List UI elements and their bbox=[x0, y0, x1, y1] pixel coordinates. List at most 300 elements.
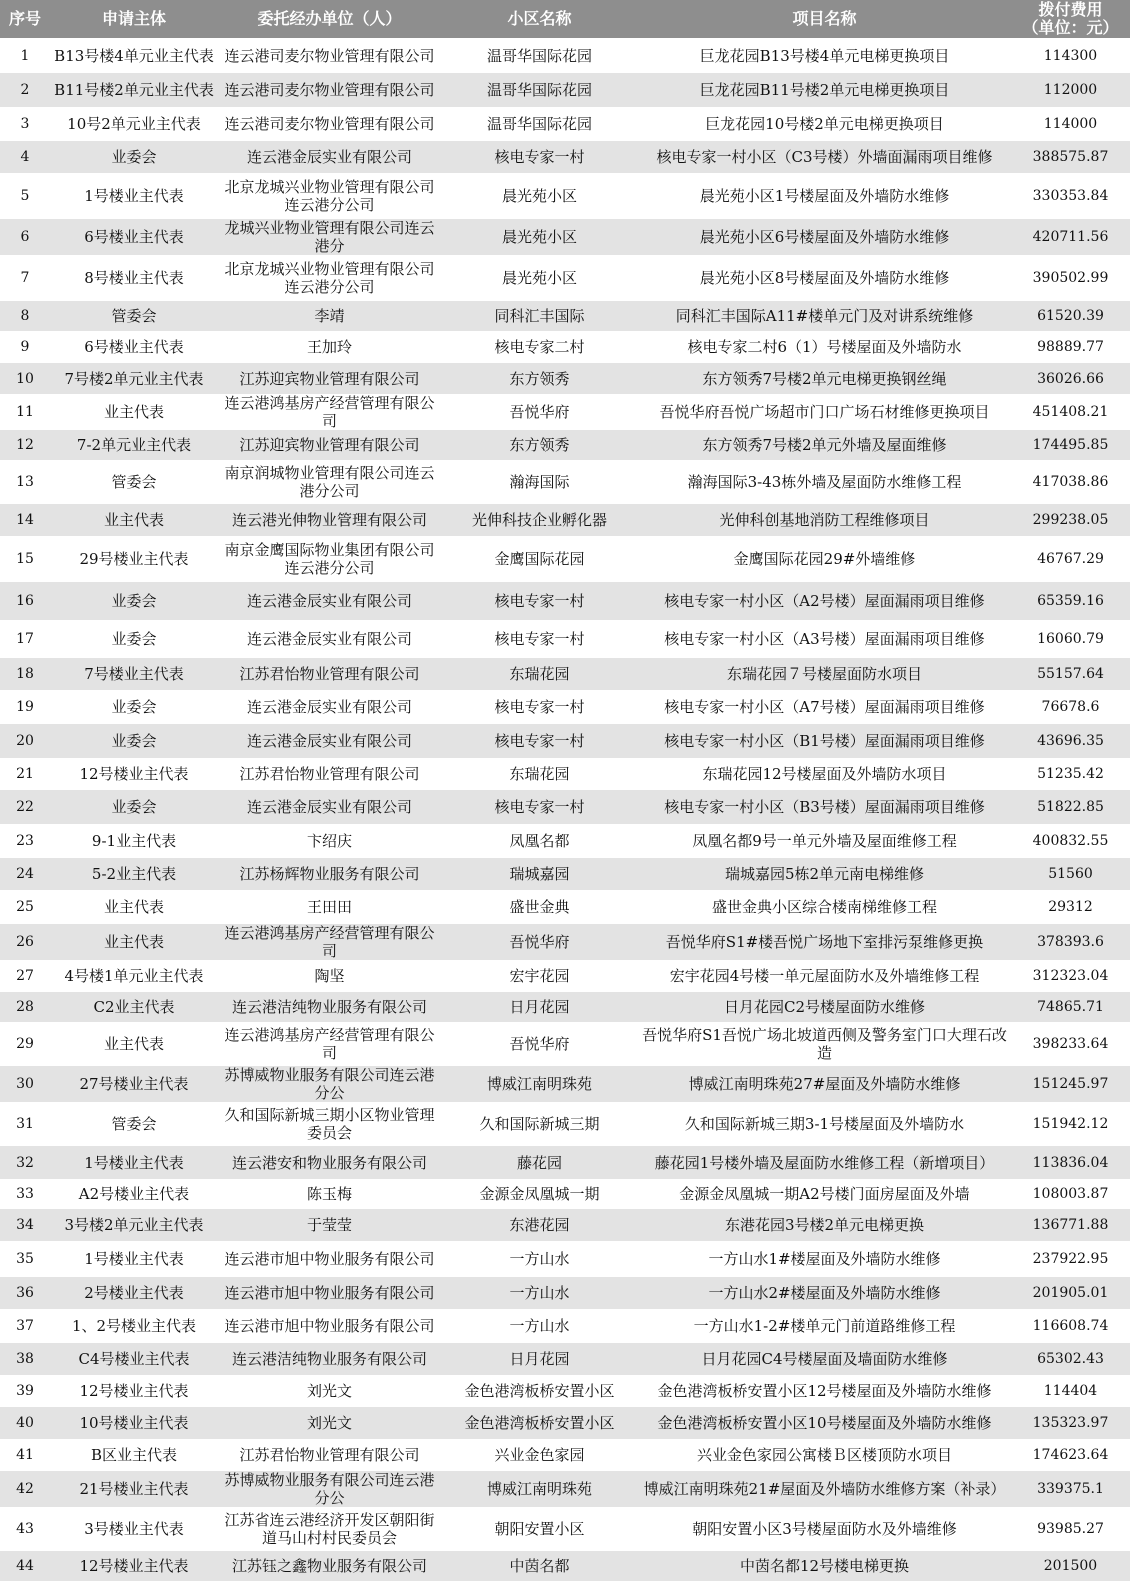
cell-agent: 连云港光伸物业管理有限公司 bbox=[218, 504, 441, 536]
cell-applicant: 管委会 bbox=[50, 301, 218, 331]
cell-project: 巨龙花园B11号楼2单元电梯更换项目 bbox=[638, 73, 1011, 107]
cell-project: 朝阳安置小区3号楼屋面防水及外墙维修 bbox=[638, 1507, 1011, 1551]
cell-applicant: 21号楼业主代表 bbox=[50, 1471, 218, 1507]
cell-seq: 24 bbox=[0, 858, 50, 890]
cell-agent: 连云港司麦尔物业管理有限公司 bbox=[218, 73, 441, 107]
cell-fee: 114404 bbox=[1011, 1375, 1130, 1407]
table-row bbox=[0, 1277, 1130, 1309]
cell-agent: 王加玲 bbox=[218, 331, 441, 363]
cell-fee: 46767.29 bbox=[1011, 536, 1130, 582]
cell-agent: 江苏迎宾物业管理有限公司 bbox=[218, 363, 441, 394]
cell-applicant: 12号楼业主代表 bbox=[50, 758, 218, 790]
cell-project: 东方领秀7号楼2单元外墙及屋面维修 bbox=[638, 430, 1011, 460]
cell-project: 瑞城嘉园5栋2单元南电梯维修 bbox=[638, 858, 1011, 890]
cell-project: 久和国际新城三期3-1号楼屋面及外墙防水 bbox=[638, 1102, 1011, 1146]
cell-applicant: B区业主代表 bbox=[50, 1439, 218, 1471]
cell-community: 东港花园 bbox=[441, 1209, 638, 1241]
cell-agent: 陈玉梅 bbox=[218, 1179, 441, 1209]
cell-community: 兴业金色家园 bbox=[441, 1439, 638, 1471]
header-row bbox=[0, 0, 1130, 38]
header-seq: 序号 bbox=[0, 0, 50, 38]
cell-project: 博威江南明珠苑21#屋面及外墙防水维修方案（补录） bbox=[638, 1471, 1011, 1507]
cell-seq: 38 bbox=[0, 1343, 50, 1375]
cell-seq: 21 bbox=[0, 758, 50, 790]
table-row bbox=[0, 790, 1130, 824]
cell-fee: 112000 bbox=[1011, 73, 1130, 107]
cell-fee: 388575.87 bbox=[1011, 141, 1130, 173]
table-row bbox=[0, 620, 1130, 658]
cell-agent: 刘光文 bbox=[218, 1375, 441, 1407]
cell-seq: 15 bbox=[0, 536, 50, 582]
cell-community: 金源金凤凰城一期 bbox=[441, 1179, 638, 1209]
table-row bbox=[0, 992, 1130, 1022]
cell-community: 温哥华国际花园 bbox=[441, 73, 638, 107]
cell-seq: 18 bbox=[0, 658, 50, 690]
cell-applicant: 业委会 bbox=[50, 582, 218, 620]
cell-community: 核电专家一村 bbox=[441, 690, 638, 724]
cell-fee: 16060.79 bbox=[1011, 620, 1130, 658]
cell-agent: 王田田 bbox=[218, 890, 441, 924]
cell-fee: 74865.71 bbox=[1011, 992, 1130, 1022]
table-row bbox=[0, 1066, 1130, 1102]
cell-seq: 16 bbox=[0, 582, 50, 620]
cell-applicant: C2业主代表 bbox=[50, 992, 218, 1022]
table-row bbox=[0, 430, 1130, 460]
cell-agent: 连云港鸿基房产经营管理有限公司 bbox=[218, 394, 441, 430]
table-row bbox=[0, 536, 1130, 582]
cell-applicant: 业委会 bbox=[50, 724, 218, 758]
cell-applicant: 业委会 bbox=[50, 141, 218, 173]
table-row bbox=[0, 394, 1130, 430]
cell-project: 金色港湾板桥安置小区12号楼屋面及外墙防水维修 bbox=[638, 1375, 1011, 1407]
cell-applicant: 业委会 bbox=[50, 620, 218, 658]
cell-project: 晨光苑小区1号楼屋面及外墙防水维修 bbox=[638, 173, 1011, 219]
cell-applicant: 10号楼业主代表 bbox=[50, 1407, 218, 1439]
cell-applicant: B11号楼2单元业主代表 bbox=[50, 73, 218, 107]
cell-fee: 330353.84 bbox=[1011, 173, 1130, 219]
table-row bbox=[0, 73, 1130, 107]
cell-agent: 卞绍庆 bbox=[218, 824, 441, 858]
cell-applicant: 业主代表 bbox=[50, 924, 218, 960]
table-row bbox=[0, 824, 1130, 858]
cell-agent: 连云港洁纯物业服务有限公司 bbox=[218, 1343, 441, 1375]
cell-applicant: 业主代表 bbox=[50, 394, 218, 430]
table-row bbox=[0, 219, 1130, 255]
cell-fee: 76678.6 bbox=[1011, 690, 1130, 724]
header-community: 小区名称 bbox=[441, 0, 638, 38]
table-row bbox=[0, 141, 1130, 173]
cell-community: 宏宇花园 bbox=[441, 960, 638, 992]
cell-community: 东方领秀 bbox=[441, 363, 638, 394]
table-row bbox=[0, 363, 1130, 394]
cell-community: 一方山水 bbox=[441, 1241, 638, 1277]
cell-project: 藤花园1号楼外墙及屋面防水维修工程（新增项目） bbox=[638, 1146, 1011, 1179]
cell-project: 宏宇花园4号楼一单元屋面防水及外墙维修工程 bbox=[638, 960, 1011, 992]
cell-project: 吾悦华府S1#楼吾悦广场地下室排污泵维修更换 bbox=[638, 924, 1011, 960]
cell-agent: 连云港司麦尔物业管理有限公司 bbox=[218, 38, 441, 73]
cell-project: 晨光苑小区8号楼屋面及外墙防水维修 bbox=[638, 255, 1011, 301]
table-row bbox=[0, 107, 1130, 141]
cell-agent: 连云港市旭中物业服务有限公司 bbox=[218, 1309, 441, 1343]
cell-project: 核电专家一村小区（B3号楼）屋面漏雨项目维修 bbox=[638, 790, 1011, 824]
cell-project: 兴业金色家园公寓楼Ｂ区楼顶防水项目 bbox=[638, 1439, 1011, 1471]
cell-project: 博威江南明珠苑27#屋面及外墙防水维修 bbox=[638, 1066, 1011, 1102]
cell-project: 东瑞花园12号楼屋面及外墙防水项目 bbox=[638, 758, 1011, 790]
cell-community: 博威江南明珠苑 bbox=[441, 1471, 638, 1507]
cell-seq: 1 bbox=[0, 38, 50, 73]
cell-project: 巨龙花园10号楼2单元电梯更换项目 bbox=[638, 107, 1011, 141]
cell-seq: 33 bbox=[0, 1179, 50, 1209]
cell-fee: 36026.66 bbox=[1011, 363, 1130, 394]
table-row bbox=[0, 1309, 1130, 1343]
cell-seq: 35 bbox=[0, 1241, 50, 1277]
header-fee-line1: 拨付费用 bbox=[1038, 0, 1103, 19]
cell-community: 日月花园 bbox=[441, 992, 638, 1022]
cell-project: 核电专家一村小区（C3号楼）外墙面漏雨项目维修 bbox=[638, 141, 1011, 173]
cell-agent: 李靖 bbox=[218, 301, 441, 331]
cell-agent: 龙城兴业物业管理有限公司连云港分 bbox=[218, 219, 441, 255]
table-row bbox=[0, 255, 1130, 301]
cell-fee: 420711.56 bbox=[1011, 219, 1130, 255]
cell-project: 东港花园3号楼2单元电梯更换 bbox=[638, 1209, 1011, 1241]
cell-fee: 108003.87 bbox=[1011, 1179, 1130, 1209]
cell-applicant: 1号楼业主代表 bbox=[50, 1146, 218, 1179]
cell-applicant: 1号楼业主代表 bbox=[50, 173, 218, 219]
cell-seq: 9 bbox=[0, 331, 50, 363]
table-row bbox=[0, 858, 1130, 890]
cell-applicant: 7-2单元业主代表 bbox=[50, 430, 218, 460]
cell-seq: 5 bbox=[0, 173, 50, 219]
header-fee-line2: （单位：元） bbox=[1022, 18, 1119, 37]
cell-seq: 10 bbox=[0, 363, 50, 394]
cell-project: 盛世金典小区综合楼南梯维修工程 bbox=[638, 890, 1011, 924]
cell-seq: 7 bbox=[0, 255, 50, 301]
cell-fee: 400832.55 bbox=[1011, 824, 1130, 858]
cell-seq: 39 bbox=[0, 1375, 50, 1407]
table-row bbox=[0, 1551, 1130, 1581]
cell-agent: 苏博威物业服务有限公司连云港分公 bbox=[218, 1066, 441, 1102]
table-row bbox=[0, 1507, 1130, 1551]
cell-community: 核电专家二村 bbox=[441, 331, 638, 363]
cell-agent: 江苏省连云港经济开发区朝阳街道马山村村民委员会 bbox=[218, 1507, 441, 1551]
cell-applicant: 3号楼2单元业主代表 bbox=[50, 1209, 218, 1241]
cell-agent: 连云港金辰实业有限公司 bbox=[218, 690, 441, 724]
cell-seq: 2 bbox=[0, 73, 50, 107]
cell-fee: 116608.74 bbox=[1011, 1309, 1130, 1343]
cell-fee: 237922.95 bbox=[1011, 1241, 1130, 1277]
cell-seq: 42 bbox=[0, 1471, 50, 1507]
table-row bbox=[0, 38, 1130, 73]
cell-community: 中茵名都 bbox=[441, 1551, 638, 1581]
cell-seq: 4 bbox=[0, 141, 50, 173]
cell-seq: 43 bbox=[0, 1507, 50, 1551]
cell-fee: 135323.97 bbox=[1011, 1407, 1130, 1439]
table-row bbox=[0, 724, 1130, 758]
cell-agent: 连云港鸿基房产经营管理有限公司 bbox=[218, 924, 441, 960]
cell-agent: 连云港金辰实业有限公司 bbox=[218, 141, 441, 173]
cell-community: 金鹰国际花园 bbox=[441, 536, 638, 582]
cell-fee: 390502.99 bbox=[1011, 255, 1130, 301]
cell-community: 吾悦华府 bbox=[441, 1022, 638, 1066]
cell-project: 东方领秀7号楼2单元电梯更换钢丝绳 bbox=[638, 363, 1011, 394]
cell-community: 藤花园 bbox=[441, 1146, 638, 1179]
cell-seq: 6 bbox=[0, 219, 50, 255]
cell-seq: 13 bbox=[0, 460, 50, 504]
cell-applicant: 29号楼业主代表 bbox=[50, 536, 218, 582]
cell-community: 东瑞花园 bbox=[441, 658, 638, 690]
cell-project: 一方山水1#楼屋面及外墙防水维修 bbox=[638, 1241, 1011, 1277]
cell-seq: 8 bbox=[0, 301, 50, 331]
cell-seq: 12 bbox=[0, 430, 50, 460]
cell-agent: 连云港鸿基房产经营管理有限公司 bbox=[218, 1022, 441, 1066]
cell-applicant: 3号楼业主代表 bbox=[50, 1507, 218, 1551]
cell-agent: 苏博威物业服务有限公司连云港分公 bbox=[218, 1471, 441, 1507]
cell-community: 凤凰名都 bbox=[441, 824, 638, 858]
cell-seq: 23 bbox=[0, 824, 50, 858]
cell-seq: 40 bbox=[0, 1407, 50, 1439]
table-row bbox=[0, 890, 1130, 924]
cell-seq: 44 bbox=[0, 1551, 50, 1581]
cell-seq: 26 bbox=[0, 924, 50, 960]
cell-community: 晨光苑小区 bbox=[441, 173, 638, 219]
cell-seq: 32 bbox=[0, 1146, 50, 1179]
cell-agent: 久和国际新城三期小区物业管理委员会 bbox=[218, 1102, 441, 1146]
table-row bbox=[0, 1407, 1130, 1439]
cell-agent: 北京龙城兴业物业管理有限公司连云港分公司 bbox=[218, 255, 441, 301]
cell-agent: 刘光文 bbox=[218, 1407, 441, 1439]
cell-applicant: 5-2业主代表 bbox=[50, 858, 218, 890]
cell-applicant: 9-1业主代表 bbox=[50, 824, 218, 858]
cell-project: 日月花园C4号楼屋面及墙面防水维修 bbox=[638, 1343, 1011, 1375]
cell-agent: 江苏钰之鑫物业服务有限公司 bbox=[218, 1551, 441, 1581]
cell-community: 博威江南明珠苑 bbox=[441, 1066, 638, 1102]
table-row bbox=[0, 658, 1130, 690]
cell-seq: 31 bbox=[0, 1102, 50, 1146]
cell-fee: 65359.16 bbox=[1011, 582, 1130, 620]
cell-fee: 451408.21 bbox=[1011, 394, 1130, 430]
cell-community: 久和国际新城三期 bbox=[441, 1102, 638, 1146]
table-row bbox=[0, 1439, 1130, 1471]
cell-community: 核电专家一村 bbox=[441, 141, 638, 173]
cell-project: 光伸科创基地消防工程维修项目 bbox=[638, 504, 1011, 536]
cell-seq: 41 bbox=[0, 1439, 50, 1471]
cell-applicant: 业主代表 bbox=[50, 504, 218, 536]
cell-applicant: 业委会 bbox=[50, 790, 218, 824]
cell-applicant: 6号楼业主代表 bbox=[50, 331, 218, 363]
cell-applicant: 业主代表 bbox=[50, 1022, 218, 1066]
cell-community: 盛世金典 bbox=[441, 890, 638, 924]
cell-community: 核电专家一村 bbox=[441, 724, 638, 758]
table-row bbox=[0, 301, 1130, 331]
cell-applicant: C4号楼业主代表 bbox=[50, 1343, 218, 1375]
cell-fee: 151245.97 bbox=[1011, 1066, 1130, 1102]
cell-agent: 南京金鹰国际物业集团有限公司连云港分公司 bbox=[218, 536, 441, 582]
cell-applicant: 业委会 bbox=[50, 690, 218, 724]
cell-agent: 江苏君怡物业管理有限公司 bbox=[218, 758, 441, 790]
cell-community: 金色港湾板桥安置小区 bbox=[441, 1375, 638, 1407]
cell-project: 瀚海国际3-43栋外墙及屋面防水维修工程 bbox=[638, 460, 1011, 504]
cell-seq: 3 bbox=[0, 107, 50, 141]
cell-agent: 江苏君怡物业管理有限公司 bbox=[218, 1439, 441, 1471]
cell-applicant: 7号楼2单元业主代表 bbox=[50, 363, 218, 394]
cell-project: 同科汇丰国际A11#楼单元门及对讲系统维修 bbox=[638, 301, 1011, 331]
cell-agent: 连云港司麦尔物业管理有限公司 bbox=[218, 107, 441, 141]
cell-project: 晨光苑小区6号楼屋面及外墙防水维修 bbox=[638, 219, 1011, 255]
cell-community: 同科汇丰国际 bbox=[441, 301, 638, 331]
cell-community: 瀚海国际 bbox=[441, 460, 638, 504]
cell-project: 一方山水2#楼屋面及外墙防水维修 bbox=[638, 1277, 1011, 1309]
cell-applicant: 7号楼业主代表 bbox=[50, 658, 218, 690]
cell-community: 核电专家一村 bbox=[441, 582, 638, 620]
cell-seq: 30 bbox=[0, 1066, 50, 1102]
cell-applicant: 8号楼业主代表 bbox=[50, 255, 218, 301]
cell-fee: 93985.27 bbox=[1011, 1507, 1130, 1551]
cell-fee: 201500 bbox=[1011, 1551, 1130, 1581]
cell-community: 温哥华国际花园 bbox=[441, 38, 638, 73]
cell-community: 日月花园 bbox=[441, 1343, 638, 1375]
table-row bbox=[0, 960, 1130, 992]
cell-project: 吾悦华府吾悦广场超市门口广场石材维修更换项目 bbox=[638, 394, 1011, 430]
cell-fee: 417038.86 bbox=[1011, 460, 1130, 504]
cell-fee: 136771.88 bbox=[1011, 1209, 1130, 1241]
cell-applicant: 1、2号楼业主代表 bbox=[50, 1309, 218, 1343]
cell-project: 巨龙花园B13号楼4单元电梯更换项目 bbox=[638, 38, 1011, 73]
cell-project: 核电专家一村小区（A7号楼）屋面漏雨项目维修 bbox=[638, 690, 1011, 724]
cell-applicant: 1号楼业主代表 bbox=[50, 1241, 218, 1277]
cell-community: 晨光苑小区 bbox=[441, 255, 638, 301]
cell-seq: 25 bbox=[0, 890, 50, 924]
table-row bbox=[0, 173, 1130, 219]
cell-community: 晨光苑小区 bbox=[441, 219, 638, 255]
cell-community: 朝阳安置小区 bbox=[441, 1507, 638, 1551]
cell-agent: 连云港金辰实业有限公司 bbox=[218, 790, 441, 824]
header-project: 项目名称 bbox=[638, 0, 1011, 38]
cell-agent: 南京润城物业管理有限公司连云港分公司 bbox=[218, 460, 441, 504]
cell-agent: 连云港市旭中物业服务有限公司 bbox=[218, 1241, 441, 1277]
table-row bbox=[0, 1343, 1130, 1375]
cell-fee: 61520.39 bbox=[1011, 301, 1130, 331]
cell-community: 金色港湾板桥安置小区 bbox=[441, 1407, 638, 1439]
header-agent: 委托经办单位（人） bbox=[218, 0, 441, 38]
cell-agent: 江苏迎宾物业管理有限公司 bbox=[218, 430, 441, 460]
table-row bbox=[0, 1179, 1130, 1209]
cell-community: 瑞城嘉园 bbox=[441, 858, 638, 890]
cell-community: 一方山水 bbox=[441, 1309, 638, 1343]
cell-seq: 14 bbox=[0, 504, 50, 536]
cell-agent: 连云港金辰实业有限公司 bbox=[218, 724, 441, 758]
cell-applicant: 12号楼业主代表 bbox=[50, 1551, 218, 1581]
table-row bbox=[0, 582, 1130, 620]
table-row bbox=[0, 1022, 1130, 1066]
cell-project: 东瑞花园７号楼屋面防水项目 bbox=[638, 658, 1011, 690]
cell-fee: 201905.01 bbox=[1011, 1277, 1130, 1309]
header-applicant: 申请主体 bbox=[50, 0, 218, 38]
cell-seq: 37 bbox=[0, 1309, 50, 1343]
cell-fee: 299238.05 bbox=[1011, 504, 1130, 536]
cell-project: 一方山水1-2#楼单元门前道路维修工程 bbox=[638, 1309, 1011, 1343]
cell-project: 核电专家二村6（1）号楼屋面及外墙防水 bbox=[638, 331, 1011, 363]
cell-fee: 43696.35 bbox=[1011, 724, 1130, 758]
cell-fee: 51822.85 bbox=[1011, 790, 1130, 824]
cell-community: 核电专家一村 bbox=[441, 790, 638, 824]
cell-seq: 36 bbox=[0, 1277, 50, 1309]
cell-seq: 19 bbox=[0, 690, 50, 724]
cell-seq: 22 bbox=[0, 790, 50, 824]
cell-seq: 29 bbox=[0, 1022, 50, 1066]
cell-community: 光伸科技企业孵化器 bbox=[441, 504, 638, 536]
cell-seq: 28 bbox=[0, 992, 50, 1022]
cell-agent: 连云港洁纯物业服务有限公司 bbox=[218, 992, 441, 1022]
cell-community: 吾悦华府 bbox=[441, 394, 638, 430]
cell-applicant: 2号楼业主代表 bbox=[50, 1277, 218, 1309]
cell-fee: 114300 bbox=[1011, 38, 1130, 73]
cell-applicant: A2号楼业主代表 bbox=[50, 1179, 218, 1209]
cell-agent: 江苏杨辉物业服务有限公司 bbox=[218, 858, 441, 890]
cell-project: 凤凰名都9号一单元外墙及屋面维修工程 bbox=[638, 824, 1011, 858]
cell-project: 金色港湾板桥安置小区10号楼屋面及外墙防水维修 bbox=[638, 1407, 1011, 1439]
cell-community: 温哥华国际花园 bbox=[441, 107, 638, 141]
cell-fee: 114000 bbox=[1011, 107, 1130, 141]
cell-applicant: B13号楼4单元业主代表 bbox=[50, 38, 218, 73]
cell-project: 核电专家一村小区（A2号楼）屋面漏雨项目维修 bbox=[638, 582, 1011, 620]
cell-applicant: 4号楼1单元业主代表 bbox=[50, 960, 218, 992]
cell-agent: 北京龙城兴业物业管理有限公司连云港分公司 bbox=[218, 173, 441, 219]
cell-seq: 34 bbox=[0, 1209, 50, 1241]
cell-applicant: 27号楼业主代表 bbox=[50, 1066, 218, 1102]
cell-seq: 11 bbox=[0, 394, 50, 430]
cell-project: 日月花园C2号楼屋面防水维修 bbox=[638, 992, 1011, 1022]
cell-fee: 55157.64 bbox=[1011, 658, 1130, 690]
cell-applicant: 12号楼业主代表 bbox=[50, 1375, 218, 1407]
cell-community: 东瑞花园 bbox=[441, 758, 638, 790]
cell-applicant: 业主代表 bbox=[50, 890, 218, 924]
cell-project: 吾悦华府S1吾悦广场北坡道西侧及警务室门口大理石改造 bbox=[638, 1022, 1011, 1066]
cell-agent: 连云港市旭中物业服务有限公司 bbox=[218, 1277, 441, 1309]
table-row bbox=[0, 460, 1130, 504]
cell-community: 核电专家一村 bbox=[441, 620, 638, 658]
cell-fee: 312323.04 bbox=[1011, 960, 1130, 992]
table-row bbox=[0, 1471, 1130, 1507]
cell-applicant: 管委会 bbox=[50, 460, 218, 504]
cell-agent: 连云港金辰实业有限公司 bbox=[218, 582, 441, 620]
cell-project: 核电专家一村小区（B1号楼）屋面漏雨项目维修 bbox=[638, 724, 1011, 758]
table-row bbox=[0, 690, 1130, 724]
cell-project: 金鹰国际花园29#外墙维修 bbox=[638, 536, 1011, 582]
table-row bbox=[0, 331, 1130, 363]
cell-applicant: 10号2单元业主代表 bbox=[50, 107, 218, 141]
cell-community: 一方山水 bbox=[441, 1277, 638, 1309]
cell-fee: 51560 bbox=[1011, 858, 1130, 890]
table-row bbox=[0, 924, 1130, 960]
cell-fee: 113836.04 bbox=[1011, 1146, 1130, 1179]
cell-community: 吾悦华府 bbox=[441, 924, 638, 960]
table-row bbox=[0, 1146, 1130, 1179]
cell-agent: 江苏君怡物业管理有限公司 bbox=[218, 658, 441, 690]
cell-seq: 17 bbox=[0, 620, 50, 658]
cell-project: 金源金凤凰城一期A2号楼门面房屋面及外墙 bbox=[638, 1179, 1011, 1209]
cell-fee: 51235.42 bbox=[1011, 758, 1130, 790]
table-row bbox=[0, 1209, 1130, 1241]
cell-seq: 20 bbox=[0, 724, 50, 758]
cell-agent: 连云港金辰实业有限公司 bbox=[218, 620, 441, 658]
cell-fee: 339375.1 bbox=[1011, 1471, 1130, 1507]
cell-fee: 174495.85 bbox=[1011, 430, 1130, 460]
table-row bbox=[0, 1375, 1130, 1407]
cell-project: 核电专家一村小区（A3号楼）屋面漏雨项目维修 bbox=[638, 620, 1011, 658]
table-row bbox=[0, 758, 1130, 790]
cell-fee: 98889.77 bbox=[1011, 331, 1130, 363]
cell-fee: 65302.43 bbox=[1011, 1343, 1130, 1375]
